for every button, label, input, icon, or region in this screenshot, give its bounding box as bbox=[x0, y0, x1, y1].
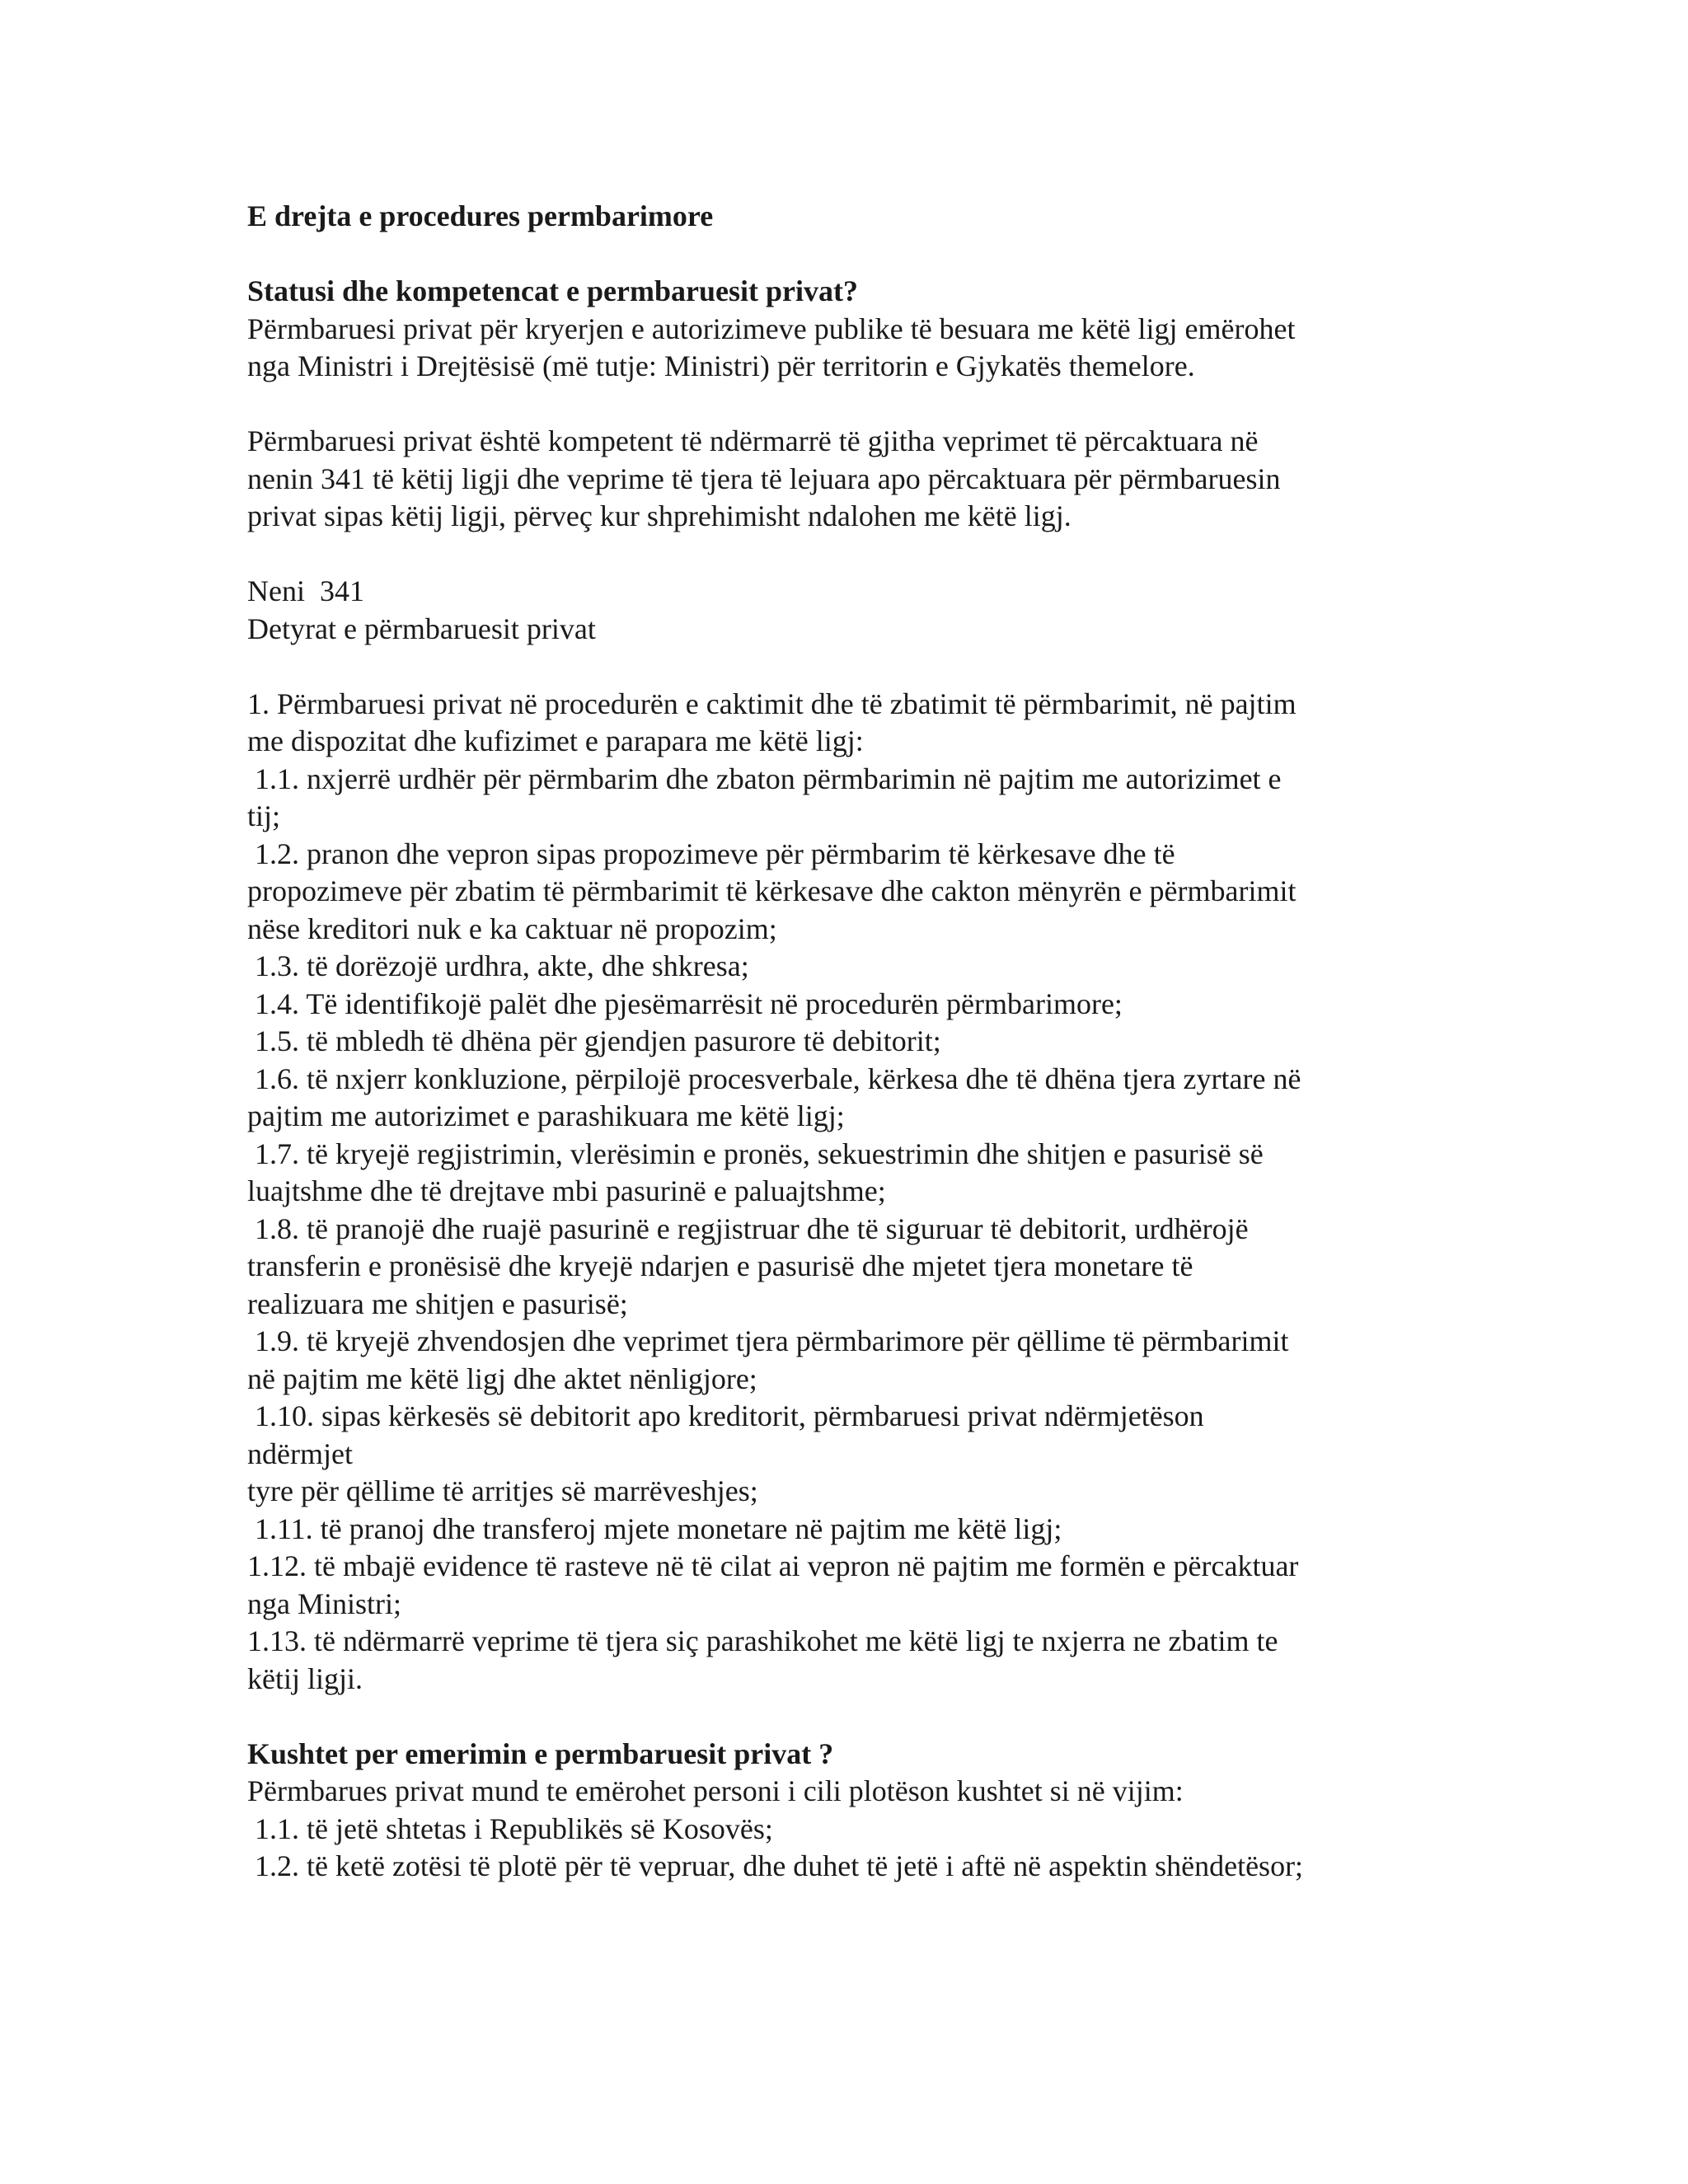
article-line: 1.2. pranon dhe vepron sipas propozimeve për përmbarim të kërkesave dhe të bbox=[247, 837, 1175, 870]
article-line: 1.4. Të identifikojë palët dhe pjesëmarrësit në procedurën përmbarimore; bbox=[247, 987, 1123, 1020]
article-line: 1.13. të ndërmarrë veprime të tjera siç parashikohet me këtë ligj te nxjerra ne zbatim te bbox=[247, 1624, 1278, 1657]
paragraph-line: nenin 341 të këtij ligji dhe veprime të tjera të lejuara apo përcaktuara për përmbaruesin bbox=[247, 462, 1281, 495]
article-line: nga Ministri; bbox=[247, 1586, 401, 1620]
article-line: 1.9. të kryejë zhvendosjen dhe veprimet tjera përmbarimore për qëllime të përmbarimit bbox=[247, 1324, 1289, 1357]
article-line: 1. Përmbaruesi privat në procedurën e caktimit dhe të zbatimit të përmbarimit, në pajtim bbox=[247, 687, 1296, 720]
spacer bbox=[247, 236, 1459, 274]
paragraph-line: Përmbaruesi privat për kryerjen e autorizimeve publike të besuara me këtë ligj emërohet bbox=[247, 312, 1296, 345]
paragraph-line: nga Ministri i Drejtësisë (më tutje: Ministri) për territorin e Gjykatës themelore. bbox=[247, 349, 1195, 382]
article-title: Detyrat e përmbaruesit privat bbox=[247, 612, 596, 645]
spacer bbox=[247, 386, 1459, 424]
article-line: realizuara me shitjen e pasurisë; bbox=[247, 1286, 628, 1320]
spacer bbox=[247, 536, 1459, 574]
article-line: 1.11. të pranoj dhe transferoj mjete monetare në pajtim me këtë ligj; bbox=[247, 1511, 1062, 1545]
section-heading-status: Statusi dhe kompetencat e permbaruesit privat? bbox=[247, 274, 858, 307]
spacer bbox=[247, 1698, 1459, 1736]
article-line: transferin e pronësisë dhe kryejë ndarjen e pasurisë dhe mjetet tjera monetare të bbox=[247, 1249, 1193, 1282]
article-line: 1.12. të mbajë evidence të rasteve në të cilat ai vepron në pajtim me formën e përcaktuar bbox=[247, 1549, 1299, 1582]
article-line: me dispozitat dhe kufizimet e parapara me këtë ligj: bbox=[247, 724, 864, 757]
paragraph-line: Përmbaruesi privat është kompetent të ndërmarrë të gjitha veprimet të përcaktuara në bbox=[247, 424, 1259, 457]
condition-line: 1.1. të jetë shtetas i Republikës së Kosovës; bbox=[247, 1811, 773, 1845]
document-title: E drejta e procedures permbarimore bbox=[247, 199, 714, 232]
article-line: tyre për qëllime të arritjes së marrëveshjes; bbox=[247, 1474, 758, 1507]
document-page bbox=[247, 198, 1459, 1886]
article-line: nëse kreditori nuk e ka caktuar në propozim; bbox=[247, 912, 777, 945]
article-line: këtij ligji. bbox=[247, 1661, 363, 1695]
article-line: 1.6. të nxjerr konkluzione, përpilojë procesverbale, kërkesa dhe të dhëna tjera zyrtare në bbox=[247, 1062, 1301, 1095]
article-line: ndërmjet bbox=[247, 1436, 353, 1470]
spacer bbox=[247, 648, 1459, 686]
article-line: luajtshme dhe të drejtave mbi pasurinë e paluajtshme; bbox=[247, 1174, 886, 1207]
article-line: pajtim me autorizimet e parashikuara me këtë ligj; bbox=[247, 1099, 845, 1132]
article-line: 1.5. të mbledh të dhëna për gjendjen pasurore të debitorit; bbox=[247, 1024, 941, 1057]
condition-line: Përmbarues privat mund te emërohet personi i cili plotëson kushtet si në vijim: bbox=[247, 1774, 1184, 1807]
paragraph-line: privat sipas këtij ligji, përveç kur shprehimisht ndalohen me këtë ligj. bbox=[247, 499, 1071, 532]
article-line: tij; bbox=[247, 799, 281, 832]
article-line: 1.3. të dorëzojë urdhra, akte, dhe shkresa; bbox=[247, 949, 749, 982]
section-heading-conditions: Kushtet per emerimin e permbaruesit privat ? bbox=[247, 1736, 834, 1770]
article-line: 1.10. sipas kërkesës së debitorit apo kreditorit, përmbaruesi privat ndërmjetëson bbox=[247, 1399, 1204, 1432]
article-number: Neni 341 bbox=[247, 574, 364, 607]
article-line: 1.1. nxjerrë urdhër për përmbarim dhe zbaton përmbarimin në pajtim me autorizimet e bbox=[247, 762, 1282, 795]
article-line: 1.7. të kryejë regjistrimin, vlerësimin e pronës, sekuestrimin dhe shitjen e pasurisë së bbox=[247, 1137, 1264, 1170]
article-line: në pajtim me këtë ligj dhe aktet nënligjore; bbox=[247, 1361, 757, 1395]
condition-line: 1.2. të ketë zotësi të plotë për të vepruar, dhe duhet të jetë i aftë në aspektin shëndetësor; bbox=[247, 1849, 1304, 1882]
article-line: propozimeve për zbatim të përmbarimit të kërkesave dhe cakton mënyrën e përmbarimit bbox=[247, 874, 1296, 907]
article-line: 1.8. të pranojë dhe ruajë pasurinë e regjistruar dhe të siguruar të debitorit, urdhërojë bbox=[247, 1212, 1249, 1245]
